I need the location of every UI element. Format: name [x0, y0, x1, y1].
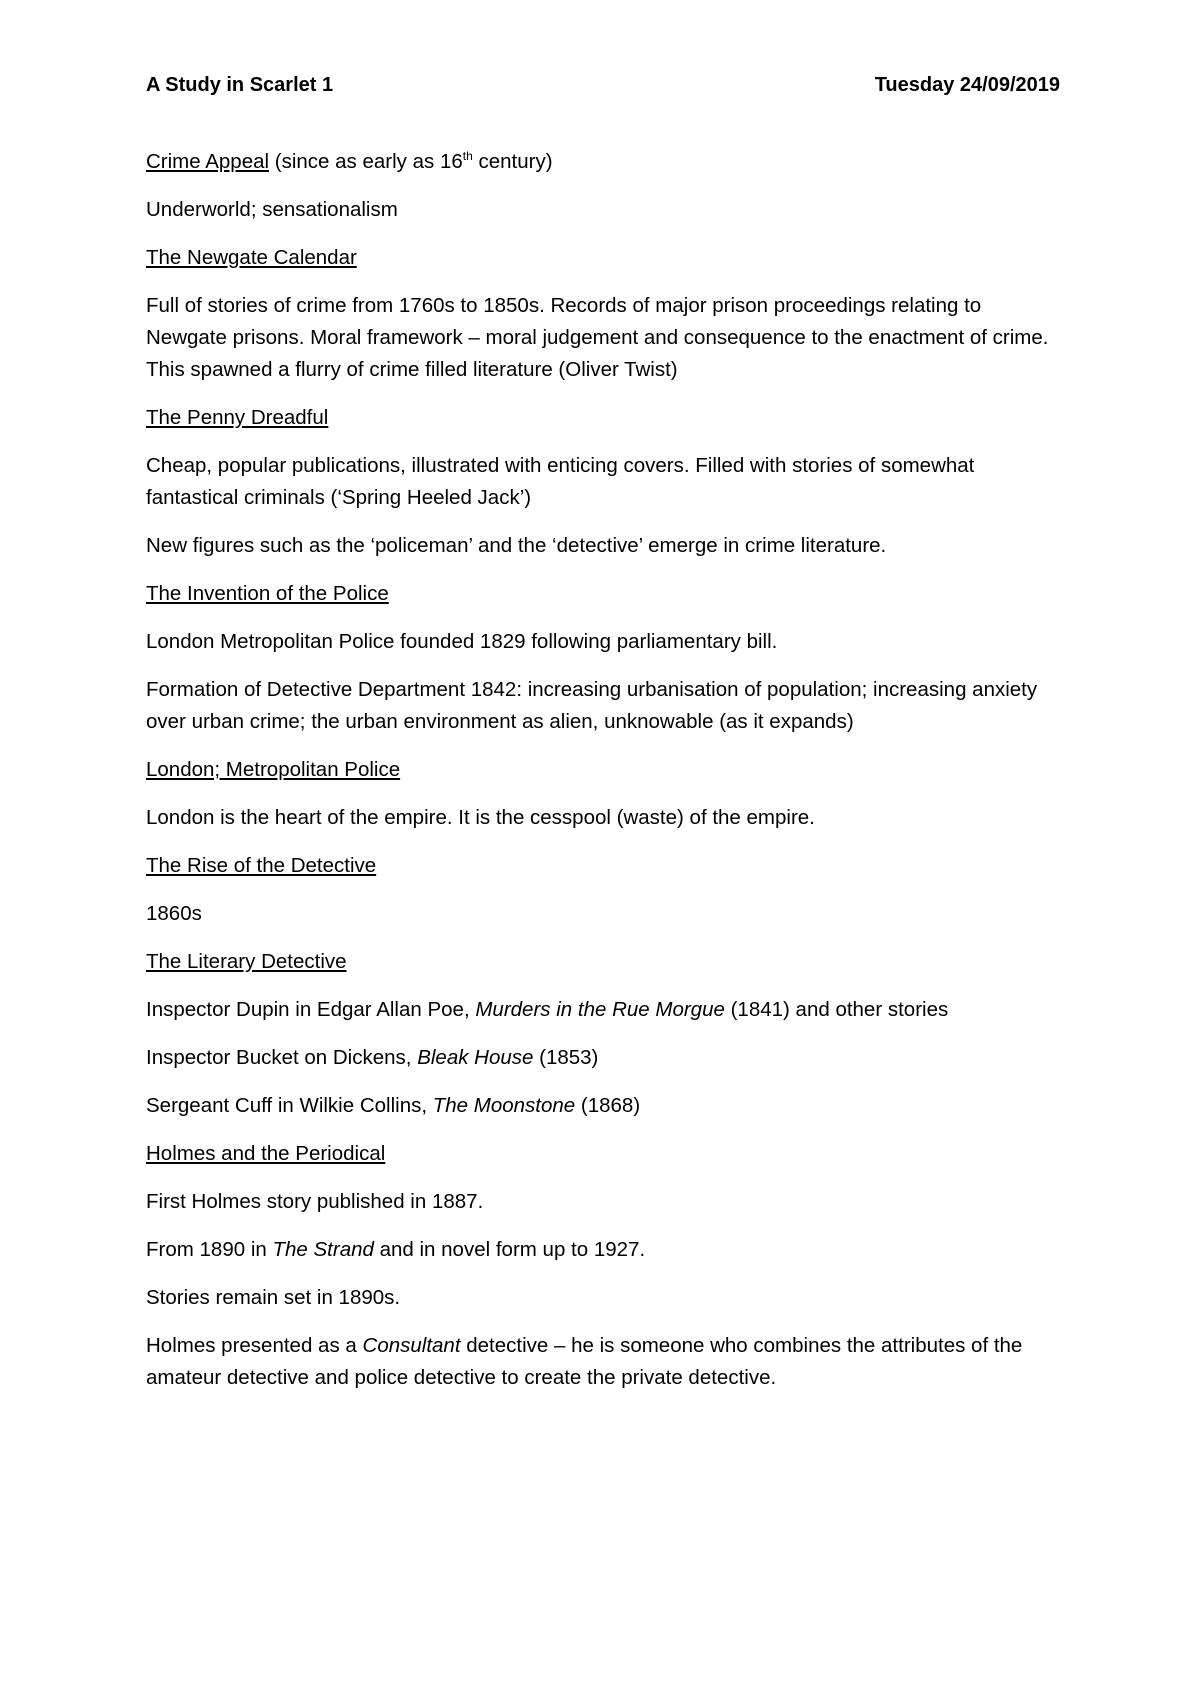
- paragraph-holmes-4: [146, 1330, 1066, 1394]
- paragraph-holmes-3: Stories remain set in 1890s.: [146, 1286, 401, 1309]
- heading-rise-detective: The Rise of the Detective: [146, 854, 377, 877]
- paragraph-underworld: Underworld; sensationalism: [146, 198, 398, 221]
- paragraph-penny-1: Cheap, popular publications, illustrated with enticing covers. Filled with stories of somewhat fantastical criminals (‘Spring Heeled Jack’): [146, 454, 975, 509]
- consultant-word: Consultant: [362, 1334, 461, 1357]
- paragraph-police-1: London Metropolitan Police founded 1829 following parliamentary bill.: [146, 630, 778, 653]
- cuff-text: Sergeant Cuff in Wilkie Collins,: [146, 1094, 433, 1117]
- paragraph-london: London is the heart of the empire. It is the cesspool (waste) of the empire.: [146, 806, 815, 829]
- heading-newgate-calendar: The Newgate Calendar: [146, 246, 357, 269]
- paragraph-penny-2: New figures such as the ‘policeman’ and the ‘detective’ emerge in crime literature.: [146, 534, 887, 557]
- document-body: [146, 146, 1066, 1410]
- heading-crime-appeal: Crime Appeal: [146, 150, 270, 173]
- holmes-2-text: From 1890 in: [146, 1238, 273, 1261]
- heading-invention-police: The Invention of the Police: [146, 582, 389, 605]
- holmes-2-text-end: and in novel form up to 1927.: [373, 1238, 646, 1261]
- bucket-text: Inspector Bucket on Dickens,: [146, 1046, 418, 1069]
- document-date: Tuesday 24/09/2019: [874, 74, 1060, 96]
- heading-holmes-periodical: Holmes and the Periodical: [146, 1142, 386, 1165]
- bucket-text-end: (1853): [533, 1046, 599, 1069]
- crime-appeal-text-end: century): [472, 150, 553, 173]
- dupin-text: Inspector Dupin in Edgar Allan Poe,: [146, 998, 476, 1021]
- cuff-book-title: The Moonstone: [432, 1094, 576, 1117]
- paragraph-holmes-2: [146, 1234, 1066, 1266]
- heading-london-police: London; Metropolitan Police: [146, 758, 401, 781]
- paragraph-newgate: Full of stories of crime from 1760s to 1850s. Records of major prison proceedings relating to Newgate prisons. Moral framework – moral judgement and consequence to the enactment of crime. This spawned a flurry of crime filled literature (Oliver Twist): [146, 294, 1049, 381]
- paragraph-cuff: [146, 1090, 1066, 1122]
- document-title: A Study in Scarlet 1: [146, 74, 334, 96]
- bucket-book-title: Bleak House: [417, 1046, 534, 1069]
- paragraph-bucket: [146, 1042, 1066, 1074]
- heading-penny-dreadful: The Penny Dreadful: [146, 406, 329, 429]
- holmes-4-text-end: detective – he is someone who combines the attributes of the amateur detective and police detective to create the private detective.: [146, 1334, 1023, 1389]
- dupin-text-end: (1841) and other stories: [724, 998, 949, 1021]
- page-header: [146, 74, 1060, 104]
- holmes-4-text: Holmes presented as a: [146, 1334, 363, 1357]
- paragraph-police-2: Formation of Detective Department 1842: increasing urbanisation of population; increasing anxiety over urban crime; the urban environment as alien, unknowable (as it expands): [146, 678, 1038, 733]
- superscript-th: th: [462, 149, 473, 164]
- cuff-text-end: (1868): [575, 1094, 641, 1117]
- document-page: [146, 0, 1066, 1698]
- paragraph-crime-appeal: [146, 146, 1066, 178]
- paragraph-rise: 1860s: [146, 902, 202, 925]
- paragraph-holmes-1: First Holmes story published in 1887.: [146, 1190, 484, 1213]
- paragraph-dupin: [146, 994, 1066, 1026]
- strand-title: The Strand: [272, 1238, 374, 1261]
- crime-appeal-text: (since as early as 16: [269, 150, 463, 173]
- dupin-book-title: Murders in the Rue Morgue: [475, 998, 725, 1021]
- heading-literary-detective: The Literary Detective: [146, 950, 347, 973]
